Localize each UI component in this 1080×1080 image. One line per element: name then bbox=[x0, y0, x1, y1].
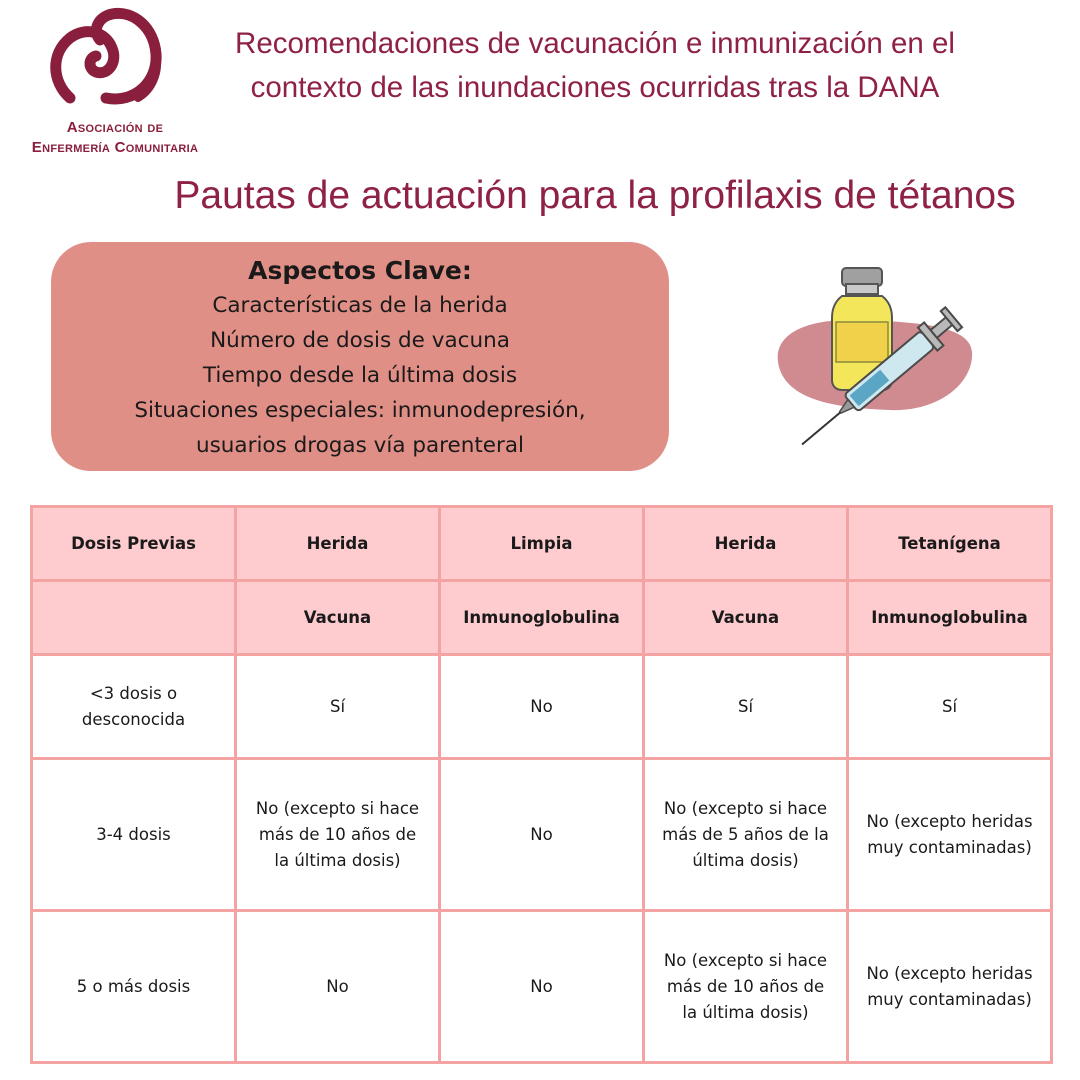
table-cell: No (excepto heridas muy contaminadas) bbox=[848, 759, 1052, 911]
table-cell: No bbox=[236, 911, 440, 1063]
key-aspect-item: Situaciones especiales: inmunodepresión, bbox=[134, 398, 586, 423]
header-title-line-1: Recomendaciones de vacunación e inmunización en el bbox=[235, 27, 955, 60]
key-aspect-item: Número de dosis de vacuna bbox=[210, 328, 510, 353]
key-aspect-item: Características de la herida bbox=[212, 293, 508, 318]
subheader-cell bbox=[32, 581, 236, 655]
table-cell: No (excepto si hace más de 5 años de la última dosis) bbox=[644, 759, 848, 911]
logo-line-1: Asociación de bbox=[66, 119, 164, 136]
key-aspects-list bbox=[51, 288, 669, 463]
header-title-line-2: contexto de las inundaciones ocurridas tras la DANA bbox=[250, 71, 940, 104]
table-cell: 5 o más dosis bbox=[32, 911, 236, 1063]
key-aspect-item: usuarios drogas vía parenteral bbox=[195, 433, 525, 458]
table-cell: No (excepto si hace más de 10 años de la última dosis) bbox=[644, 911, 848, 1063]
table-cell: No bbox=[440, 655, 644, 759]
table-cell: No bbox=[440, 911, 644, 1063]
table-row bbox=[32, 655, 1052, 759]
spiral-logo-icon bbox=[48, 2, 178, 114]
logo-line-2: Enfermería Comunitaria bbox=[31, 139, 199, 156]
table-cell: No (excepto heridas muy contaminadas) bbox=[848, 911, 1052, 1063]
header-cell: Tetanígena bbox=[848, 507, 1052, 581]
header-cell: Limpia bbox=[440, 507, 644, 581]
table-cell: 3-4 dosis bbox=[32, 759, 236, 911]
header-cell: Herida bbox=[644, 507, 848, 581]
table-cell: Sí bbox=[644, 655, 848, 759]
header-title bbox=[180, 22, 1010, 110]
table-cell: Sí bbox=[848, 655, 1052, 759]
table-cell: No bbox=[440, 759, 644, 911]
table-cell: No (excepto si hace más de 10 años de la última dosis) bbox=[236, 759, 440, 911]
header-cell: Herida bbox=[236, 507, 440, 581]
table-cell: Sí bbox=[236, 655, 440, 759]
page-subtitle: Pautas de actuación para la profilaxis de tétanos bbox=[174, 174, 1016, 217]
vaccine-vial-syringe-icon bbox=[770, 262, 980, 456]
subheader-cell: Inmunoglobulina bbox=[440, 581, 644, 655]
header-cell: Dosis Previas bbox=[32, 507, 236, 581]
table-header-row bbox=[32, 507, 1052, 581]
subheader-cell: Vacuna bbox=[236, 581, 440, 655]
table-cell: <3 dosis o desconocida bbox=[32, 655, 236, 759]
subheader-cell: Inmunoglobulina bbox=[848, 581, 1052, 655]
table-subheader-row bbox=[32, 581, 1052, 655]
subheader-cell: Vacuna bbox=[644, 581, 848, 655]
table-row bbox=[32, 911, 1052, 1063]
key-aspects-box bbox=[51, 242, 669, 471]
table-row bbox=[32, 759, 1052, 911]
key-aspect-item: Tiempo desde la última dosis bbox=[202, 363, 518, 388]
tetanus-prophylaxis-table bbox=[30, 505, 1053, 1064]
key-aspects-title: Aspectos Clave: bbox=[248, 256, 472, 285]
